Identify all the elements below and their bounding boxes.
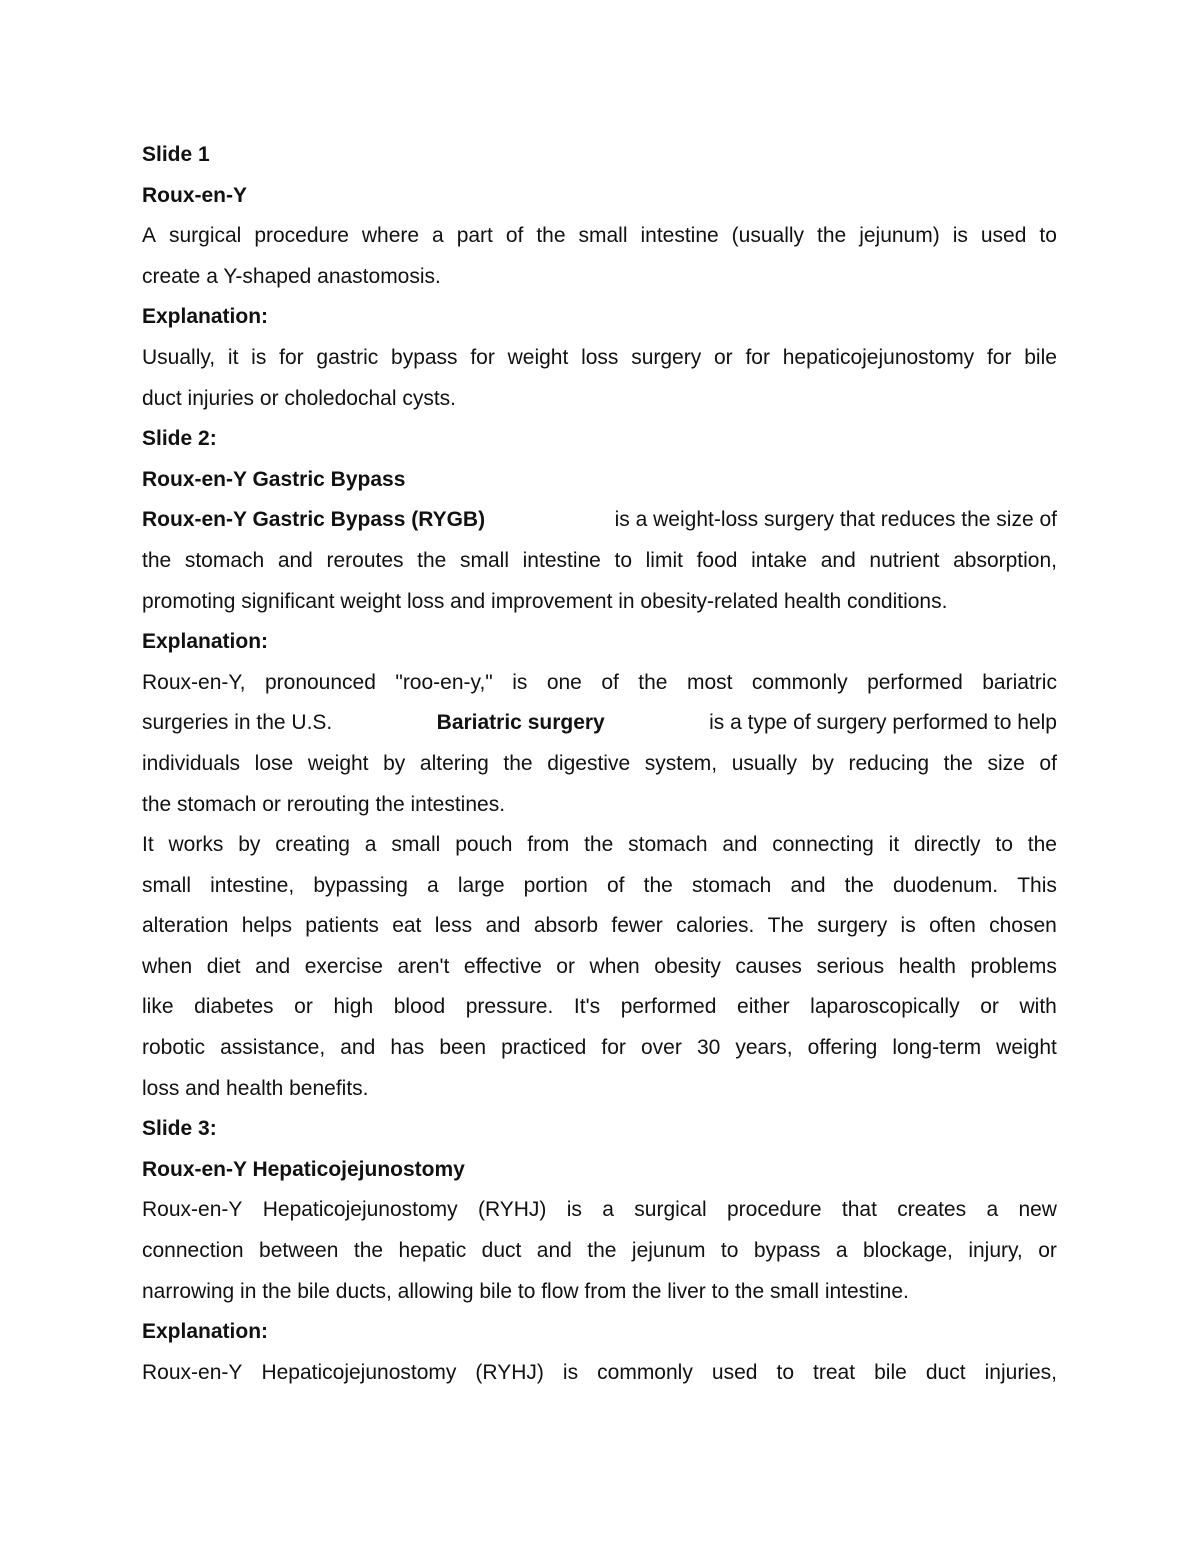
- word: of: [505, 224, 524, 248]
- word: commonly: [597, 1360, 693, 1384]
- slide2-definition-line: [142, 541, 1057, 582]
- word: stomach: [691, 873, 772, 897]
- slide2-explanation-line: [142, 663, 1057, 704]
- word: patients: [305, 914, 379, 938]
- word: hepaticojejunostomy: [782, 345, 975, 369]
- word: pressure.: [465, 995, 554, 1019]
- slide1-explanation-label: Explanation:: [142, 305, 269, 329]
- word: the: [587, 1239, 617, 1263]
- word: size: [987, 751, 1025, 775]
- word: robotic: [142, 1036, 206, 1060]
- word: and: [340, 1036, 376, 1060]
- word: reroutes: [326, 548, 404, 572]
- word: hepatic: [398, 1239, 467, 1263]
- slide2-title: Roux-en-Y Gastric Bypass: [142, 467, 406, 491]
- word: Roux-en-Y: [142, 1360, 243, 1384]
- word: or: [980, 995, 999, 1019]
- slide1-explanation-line: [142, 338, 1057, 379]
- word: for: [470, 345, 495, 369]
- word: intestine: [522, 548, 601, 572]
- word: the: [503, 751, 533, 775]
- word: jejunum: [631, 1239, 706, 1263]
- word: for: [745, 345, 770, 369]
- word: bile: [874, 1360, 907, 1384]
- word: intestine: [640, 224, 719, 248]
- word: intake: [751, 548, 808, 572]
- word: to: [1039, 224, 1057, 248]
- slide2-definition-line: [142, 500, 1057, 541]
- word: or: [714, 345, 733, 369]
- word: The: [767, 914, 804, 938]
- slide2-paragraph-line: [142, 866, 1057, 907]
- word: causes: [735, 954, 802, 978]
- word: alteration: [142, 914, 229, 938]
- word: is: [512, 670, 528, 694]
- word: and: [790, 873, 826, 897]
- word: is: [251, 345, 267, 369]
- word: the: [353, 1239, 384, 1263]
- word: bariatric: [982, 670, 1057, 694]
- slide3-title: Roux-en-Y Hepaticojejunostomy: [142, 1157, 465, 1181]
- word: years,: [735, 1036, 793, 1060]
- word: stomach: [184, 548, 265, 572]
- word: problems: [970, 954, 1057, 978]
- word: high: [333, 995, 374, 1019]
- word: diabetes: [194, 995, 274, 1019]
- word: and: [485, 914, 521, 938]
- word: blood: [393, 995, 446, 1019]
- word: directly: [914, 833, 981, 857]
- word: the: [643, 873, 673, 897]
- slide1-title: Roux-en-Y: [142, 183, 247, 207]
- word: Hepaticojejunostomy: [262, 1198, 458, 1222]
- word: offering: [807, 1036, 878, 1060]
- word: has: [390, 1036, 425, 1060]
- word: eat: [392, 914, 422, 938]
- word: small: [460, 548, 510, 572]
- word: surgery: [817, 914, 888, 938]
- word: jejunum): [859, 224, 940, 248]
- word: practiced: [501, 1036, 587, 1060]
- word: weight: [996, 1036, 1057, 1060]
- slide2-paragraph-line: [142, 1028, 1057, 1069]
- word: performed: [867, 670, 963, 694]
- word: injury,: [968, 1239, 1023, 1263]
- word: by: [811, 751, 834, 775]
- word: it: [227, 345, 239, 369]
- word: a: [602, 1198, 614, 1222]
- word: for: [279, 345, 304, 369]
- word: effective: [463, 954, 542, 978]
- slide2-explanation-line: the stomach or rerouting the intestines.: [142, 792, 506, 816]
- word: when: [142, 954, 193, 978]
- slide3-definition-line: [142, 1190, 1057, 1231]
- word: small: [391, 833, 441, 857]
- word: when: [589, 954, 640, 978]
- word: is: [952, 224, 968, 248]
- word: It's: [573, 995, 601, 1019]
- word: of: [607, 873, 625, 897]
- word: and: [722, 833, 758, 857]
- slide2-explanation-label: Explanation:: [142, 630, 269, 654]
- word: serious: [816, 954, 885, 978]
- slide2-explanation-line: [142, 744, 1057, 785]
- word: pronounced: [264, 670, 376, 694]
- word: intestine,: [210, 873, 295, 897]
- word: digestive: [547, 751, 631, 775]
- word: of: [601, 670, 619, 694]
- word: to: [720, 1239, 739, 1263]
- word: duodenum.: [892, 873, 999, 897]
- word: lose: [254, 751, 294, 775]
- word: limit: [645, 548, 683, 572]
- word: new: [1018, 1198, 1057, 1222]
- word: large: [457, 873, 505, 897]
- word: the: [584, 833, 614, 857]
- word: food: [696, 548, 738, 572]
- word: procedure: [254, 224, 349, 248]
- word: obesity: [654, 954, 721, 978]
- word: (usually: [731, 224, 805, 248]
- word: small: [142, 873, 192, 897]
- word: weight: [307, 751, 369, 775]
- slide2-heading: Slide 2:: [142, 427, 217, 451]
- word: small: [578, 224, 628, 248]
- word: by: [383, 751, 406, 775]
- slide1-explanation-line: duct injuries or choledochal cysts.: [142, 386, 456, 410]
- word: Roux-en-Y: [142, 1198, 243, 1222]
- word: the: [1027, 833, 1057, 857]
- slide3-definition-line: narrowing in the bile ducts, allowing bile to flow from the liver to the small intestine.: [142, 1279, 909, 1303]
- word: blockage,: [862, 1239, 953, 1263]
- word: connecting: [772, 833, 874, 857]
- word: altering: [419, 751, 489, 775]
- word: and: [820, 548, 856, 572]
- word: to: [614, 548, 632, 572]
- word: laparoscopically: [810, 995, 960, 1019]
- word: less: [434, 914, 473, 938]
- word: aren't: [397, 954, 450, 978]
- word: fewer: [611, 914, 663, 938]
- word: where: [361, 224, 420, 248]
- word: of: [1039, 751, 1057, 775]
- word: absorb: [533, 914, 599, 938]
- word: a: [986, 1198, 999, 1222]
- word: and: [536, 1239, 572, 1263]
- word: absorption,: [953, 548, 1057, 572]
- word: a: [427, 873, 439, 897]
- bariatric-surgery-term: Bariatric surgery: [436, 711, 605, 735]
- word: This: [1017, 873, 1057, 897]
- word: that: [841, 1198, 877, 1222]
- word: nutrient: [869, 548, 940, 572]
- slide2-paragraph-line: [142, 906, 1057, 947]
- word: surgery: [631, 345, 702, 369]
- slide3-explanation-line: [142, 1353, 1057, 1394]
- word: creating: [275, 833, 350, 857]
- word: weight: [507, 345, 569, 369]
- word: with: [1019, 995, 1057, 1019]
- slide2-explanation-text: is a type of surgery performed to help: [709, 711, 1057, 735]
- document-page: [142, 135, 1057, 1393]
- word: one: [546, 670, 582, 694]
- word: connection: [142, 1239, 244, 1263]
- word: Roux-en-Y,: [142, 670, 246, 694]
- word: used: [980, 224, 1027, 248]
- word: the: [817, 224, 847, 248]
- word: commonly: [751, 670, 848, 694]
- word: treat: [813, 1360, 856, 1384]
- word: is: [900, 914, 916, 938]
- word: portion: [523, 873, 588, 897]
- word: creates: [897, 1198, 967, 1222]
- slide1-definition-line: create a Y-shaped anastomosis.: [142, 264, 441, 288]
- word: loss: [581, 345, 619, 369]
- word: used: [711, 1360, 758, 1384]
- word: been: [439, 1036, 487, 1060]
- word: 30: [696, 1036, 721, 1060]
- word: "roo-en-y,": [395, 670, 493, 694]
- word: health: [898, 954, 956, 978]
- word: like: [142, 995, 174, 1019]
- word: bypass: [391, 345, 458, 369]
- slide2-paragraph-line: [142, 825, 1057, 866]
- slide2-definition-line: promoting significant weight loss and improvement in obesity-related health conditions.: [142, 589, 948, 613]
- slide2-explanation-text: surgeries in the U.S.: [142, 711, 333, 735]
- word: (RYHJ): [477, 1198, 547, 1222]
- word: for: [986, 345, 1012, 369]
- word: long-term: [892, 1036, 982, 1060]
- word: surgical: [634, 1198, 707, 1222]
- word: most: [686, 670, 733, 694]
- word: diet: [206, 954, 241, 978]
- word: the: [536, 224, 566, 248]
- word: or: [294, 995, 313, 1019]
- word: or: [556, 954, 575, 978]
- word: Usually,: [142, 345, 216, 369]
- word: the: [943, 751, 973, 775]
- slide2-paragraph-line: [142, 947, 1057, 988]
- slide1-definition-line: [142, 216, 1057, 257]
- word: reducing: [848, 751, 930, 775]
- word: gastric: [316, 345, 379, 369]
- word: often: [929, 914, 976, 938]
- word: chosen: [989, 914, 1057, 938]
- word: duct: [481, 1239, 522, 1263]
- word: injuries,: [984, 1360, 1057, 1384]
- word: Hepaticojejunostomy: [261, 1360, 457, 1384]
- word: bypass: [753, 1239, 821, 1263]
- word: performed: [620, 995, 717, 1019]
- word: helps: [241, 914, 292, 938]
- word: a: [432, 224, 444, 248]
- word: and: [255, 954, 291, 978]
- slide2-definition-term: Roux-en-Y Gastric Bypass (RYGB): [142, 508, 486, 532]
- word: pouch: [455, 833, 513, 857]
- word: between: [259, 1239, 339, 1263]
- word: bypassing: [313, 873, 408, 897]
- slide2-explanation-line: [142, 703, 1057, 744]
- word: from: [527, 833, 570, 857]
- word: over: [641, 1036, 682, 1060]
- word: calories.: [676, 914, 755, 938]
- word: usually: [731, 751, 798, 775]
- word: by: [238, 833, 261, 857]
- word: assistance,: [220, 1036, 326, 1060]
- word: individuals: [142, 751, 241, 775]
- word: duct: [925, 1360, 966, 1384]
- word: part: [456, 224, 493, 248]
- word: or: [1038, 1239, 1057, 1263]
- word: procedure: [726, 1198, 822, 1222]
- word: for: [601, 1036, 626, 1060]
- word: system,: [644, 751, 718, 775]
- word: the: [638, 670, 668, 694]
- word: it: [888, 833, 900, 857]
- word: surgical: [168, 224, 242, 248]
- word: the: [844, 873, 874, 897]
- slide3-definition-line: [142, 1231, 1057, 1272]
- word: a: [835, 1239, 848, 1263]
- word: (RYHJ): [475, 1360, 544, 1384]
- word: exercise: [304, 954, 383, 978]
- word: the: [142, 548, 172, 572]
- word: either: [737, 995, 790, 1019]
- word: the: [417, 548, 447, 572]
- word: bile: [1024, 345, 1057, 369]
- word: stomach: [628, 833, 708, 857]
- slide1-heading: Slide 1: [142, 143, 210, 166]
- slide3-heading: Slide 3:: [142, 1117, 217, 1141]
- word: to: [776, 1360, 794, 1384]
- word: is: [566, 1198, 582, 1222]
- slide2-definition-text: is a weight-loss surgery that reduces the size of: [614, 508, 1057, 532]
- word: to: [995, 833, 1013, 857]
- word: It: [142, 833, 154, 857]
- word: works: [168, 833, 224, 857]
- word: A: [142, 224, 157, 248]
- word: and: [277, 548, 313, 572]
- slide3-explanation-label: Explanation:: [142, 1320, 269, 1344]
- slide2-paragraph-line: loss and health benefits.: [142, 1076, 369, 1100]
- word: is: [562, 1360, 579, 1384]
- slide2-paragraph-line: [142, 987, 1057, 1028]
- word: a: [364, 833, 377, 857]
